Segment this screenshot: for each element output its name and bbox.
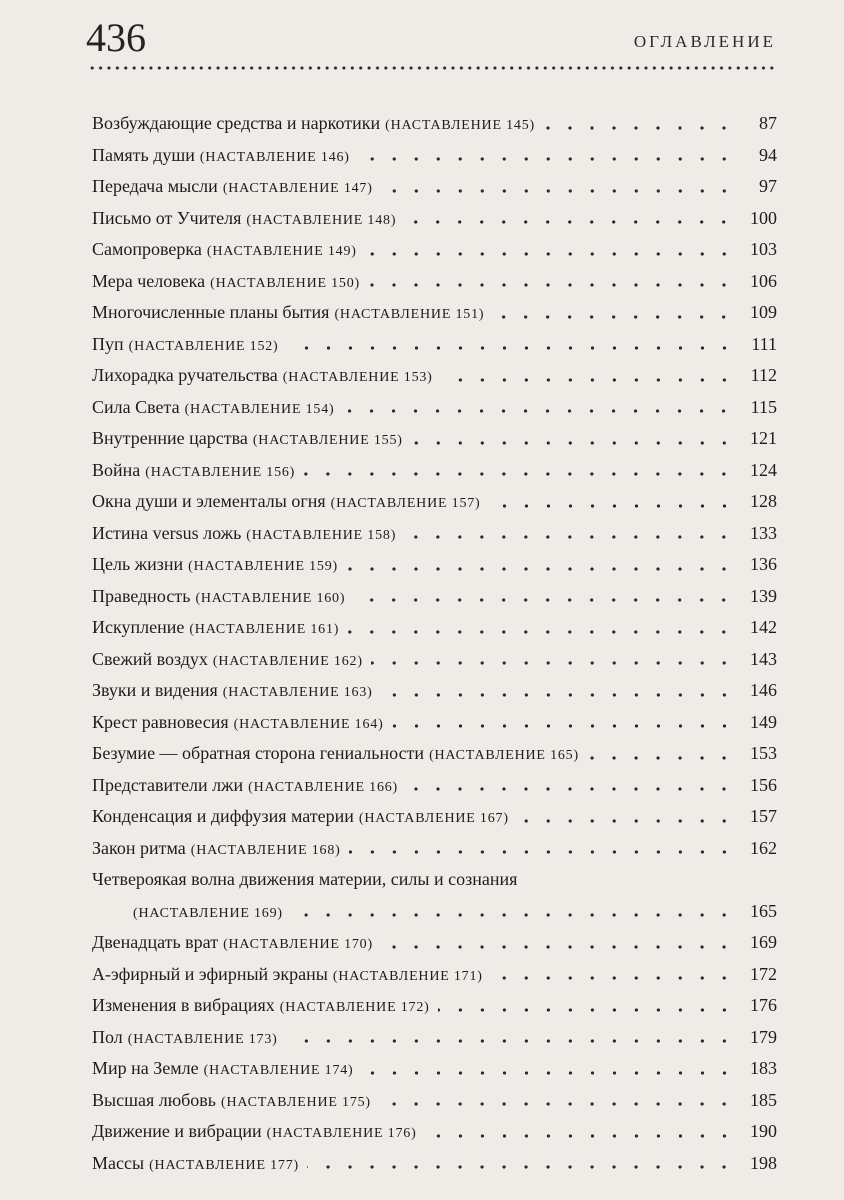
dot-leader [342,409,735,413]
toc-entry-page: 111 [751,333,777,354]
toc-entry-lesson: (НАСТАВЛЕНИЕ 168) [190,842,341,858]
dot-leader [491,976,735,980]
dot-leader [303,472,735,476]
toc-entry-page: 128 [750,491,777,511]
toc-entry-page: 179 [750,1026,777,1047]
toc-entry [92,297,777,329]
toc-entry-lesson: (НАСТАВЛЕНИЕ 174) [203,1063,354,1078]
toc-entry-page: 149 [750,711,777,732]
toc-entry [92,518,777,550]
dot-leader [291,913,735,917]
toc-entry-lesson: (НАСТАВЛЕНИЕ 155) [252,433,403,448]
toc-entry-title: Звуки и видения [92,680,218,700]
toc-entry-lesson: (НАСТАВЛЕНИЕ 172) [279,1000,430,1015]
table-of-contents [92,108,777,1179]
toc-entry-title: А-эфирный и эфирный экраны [92,963,328,984]
dot-leader [587,756,735,760]
toc-entry [92,833,777,865]
toc-entry-title: Движение и вибрации [92,1121,262,1141]
toc-entry-title: Четвероякая волна движения материи, силы и сознания [92,869,518,889]
toc-entry-page: 162 [750,837,777,858]
toc-entry-title: Представители лжи [92,774,244,795]
toc-entry [92,266,777,298]
toc-entry-page: 109 [750,302,777,322]
toc-entry-page: 136 [750,554,777,574]
toc-entry [92,801,777,833]
toc-entry-page: 124 [750,459,777,480]
toc-entry-page: 146 [750,680,777,700]
toc-entry-lesson: (НАСТАВЛЕНИЕ 170) [223,937,373,952]
toc-entry-title: Закон ритма [92,837,186,858]
dot-leader [358,157,735,161]
toc-entry-title: Лихорадка ручательства [92,365,278,385]
toc-entry [92,1116,777,1148]
toc-entry-title: Самопроверка [92,239,202,259]
toc-entry [92,140,777,172]
header-dotted-rule [88,66,776,70]
toc-entry-title: Двенадцать врат [92,932,219,952]
toc-entry-title: Письмо от Учителя [92,207,242,228]
toc-entry-lesson: (НАСТАВЛЕНИЕ 173) [127,1031,278,1047]
toc-entry-page: 172 [750,963,777,984]
dot-leader [371,661,735,665]
dot-leader [438,1008,735,1012]
toc-entry-title: Война [92,459,141,480]
dot-leader [425,1134,735,1138]
toc-entry-lesson: (НАСТАВЛЕНИЕ 167) [358,811,509,826]
dot-leader [379,1102,735,1106]
toc-entry-title: Свежий воздух [92,648,208,669]
toc-entry-title: Пуп [92,333,124,354]
toc-entry-lesson: (НАСТАВЛЕНИЕ 156) [145,464,296,480]
toc-entry-title: Возбуждающие средства и наркотики [92,113,381,133]
dot-leader [353,598,735,602]
toc-entry-page: 185 [750,1089,777,1110]
toc-entry [92,1022,777,1054]
toc-entry-page: 100 [750,207,777,228]
dot-leader [307,1165,735,1169]
toc-entry [92,770,777,802]
dot-leader [346,567,735,571]
toc-entry-page: 103 [750,239,777,259]
dot-leader [349,850,735,854]
toc-entry-page: 165 [750,900,777,921]
dot-leader [381,189,735,193]
toc-entry [92,234,777,266]
toc-entry-title: Мера человека [92,270,206,291]
dot-leader [381,945,735,949]
toc-entry-lesson: (НАСТАВЛЕНИЕ 146) [199,149,350,165]
toc-entry-title: Многочисленные планы бытия [92,302,330,322]
dot-leader [287,346,735,350]
toc-entry-lesson: (НАСТАВЛЕНИЕ 163) [222,685,373,700]
toc-entry-title: Цель жизни [92,554,184,574]
toc-entry-page: 156 [750,774,777,795]
toc-entry-lesson: (НАСТАВЛЕНИЕ 148) [246,212,397,228]
toc-entry-page: 190 [750,1121,777,1141]
toc-entry [92,486,777,518]
toc-entry [92,549,777,581]
toc-entry-title: Крест равновесия [92,711,229,732]
toc-entry-lesson: (НАСТАВЛЕНИЕ 159) [188,559,338,574]
toc-entry-lesson: (НАСТАВЛЕНИЕ 176) [266,1126,417,1141]
toc-entry-title: Мир на Земле [92,1058,199,1078]
toc-entry [92,1085,777,1117]
toc-entry [92,612,777,644]
toc-entry-lesson: (НАСТАВЛЕНИЕ 157) [330,496,481,511]
dot-leader [368,283,735,287]
toc-entry-page: 106 [750,270,777,291]
toc-entry-page: 87 [759,113,777,133]
dot-leader [347,630,735,634]
toc-entry [92,675,777,707]
toc-entry [92,707,777,739]
toc-entry [92,864,777,927]
toc-entry-title: Передача мысли [92,176,218,196]
toc-entry [92,1148,777,1180]
toc-entry [92,329,777,361]
toc-entry [92,581,777,613]
toc-entry-lesson: (НАСТАВЛЕНИЕ 154) [184,401,335,417]
toc-entry-title: Сила Света [92,396,180,417]
toc-entry-page: 198 [750,1152,777,1173]
dot-leader [517,819,735,823]
toc-entry-page: 94 [759,144,777,165]
toc-entry [92,203,777,235]
toc-entry [92,927,777,959]
toc-entry-title: Безумие — обратная сторона гениальности [92,743,425,763]
toc-entry [92,455,777,487]
dot-leader [543,126,735,130]
toc-entry-title: Конденсация и диффузия материи [92,806,354,826]
dot-leader [406,787,735,791]
dot-leader [492,315,735,319]
toc-entry-lesson: (НАСТАВЛЕНИЕ 165) [429,748,579,763]
dot-leader [362,1071,735,1075]
toc-entry-page: 139 [750,585,777,606]
toc-entry-lesson: (НАСТАВЛЕНИЕ 145) [385,118,535,133]
toc-entry-page: 153 [750,743,777,763]
toc-entry-title: Память души [92,144,195,165]
toc-entry-lesson: (НАСТАВЛЕНИЕ 151) [334,307,485,322]
toc-entry [92,1053,777,1085]
toc-entry-title: Искупление [92,617,185,637]
toc-entry-page: 115 [750,396,777,417]
toc-entry-page: 133 [750,522,777,543]
toc-entry-lesson: (НАСТАВЛЕНИЕ 160) [195,590,346,606]
toc-entry [92,959,777,991]
toc-entry-page: 169 [750,932,777,952]
toc-entry-title: Изменения в вибрациях [92,995,275,1015]
toc-entry-lesson: (НАСТАВЛЕНИЕ 149) [206,244,357,259]
toc-entry-title: Пол [92,1026,123,1047]
page-number: 436 [86,15,146,60]
dot-leader [404,220,735,224]
dot-leader [489,504,735,508]
toc-entry-page: 176 [750,995,777,1015]
toc-entry-lesson: (НАСТАВЛЕНИЕ 162) [212,653,363,669]
toc-entry-page: 142 [750,617,777,637]
dot-leader [404,535,735,539]
toc-entry-page: 157 [750,806,777,826]
toc-entry-lesson: (НАСТАВЛЕНИЕ 175) [221,1094,371,1110]
toc-entry-lesson: (НАСТАВЛЕНИЕ 152) [128,338,279,354]
dot-leader [286,1039,735,1043]
toc-entry-lesson: (НАСТАВЛЕНИЕ 171) [332,968,483,984]
toc-entry-lesson: (НАСТАВЛЕНИЕ 147) [222,181,373,196]
toc-entry-lesson: (НАСТАВЛЕНИЕ 153) [282,370,433,385]
toc-entry-title: Высшая любовь [92,1089,217,1110]
dot-leader [381,693,735,697]
dot-leader [411,441,735,445]
toc-entry [92,108,777,140]
toc-entry-lesson: (НАСТАВЛЕНИЕ 161) [189,622,340,637]
running-head: ОГЛАВЛЕНИЕ [633,32,776,51]
toc-entry-lesson: (НАСТАВЛЕНИЕ 164) [233,716,384,732]
dot-leader [441,378,735,382]
toc-entry [92,423,777,455]
toc-entry [92,171,777,203]
toc-entry [92,392,777,424]
toc-entry-lesson: (НАСТАВЛЕНИЕ 166) [248,779,399,795]
toc-entry [92,644,777,676]
toc-entry-title: Окна души и элементалы огня [92,491,326,511]
toc-entry [92,990,777,1022]
toc-entry-lesson: (НАСТАВЛЕНИЕ 150) [210,275,360,291]
dot-leader [392,724,735,728]
toc-entry-lesson: (НАСТАВЛЕНИЕ 158) [246,527,397,543]
toc-entry-title: Массы [92,1152,145,1173]
toc-entry [92,360,777,392]
toc-entry-title: Внутренние царства [92,428,248,448]
dot-leader [365,252,735,256]
toc-entry-page: 143 [750,648,777,669]
toc-entry-page: 112 [750,365,777,385]
toc-entry-lesson: (НАСТАВЛЕНИЕ 177) [149,1157,299,1173]
toc-entry-page: 121 [750,428,777,448]
toc-entry-page: 183 [750,1058,777,1078]
toc-entry-page: 97 [759,176,777,196]
toc-entry-title: Праведность [92,585,191,606]
toc-entry [92,738,777,770]
toc-entry-title: Истина versus ложь [92,522,242,543]
toc-entry-lesson: (НАСТАВЛЕНИЕ 169) [133,905,283,921]
